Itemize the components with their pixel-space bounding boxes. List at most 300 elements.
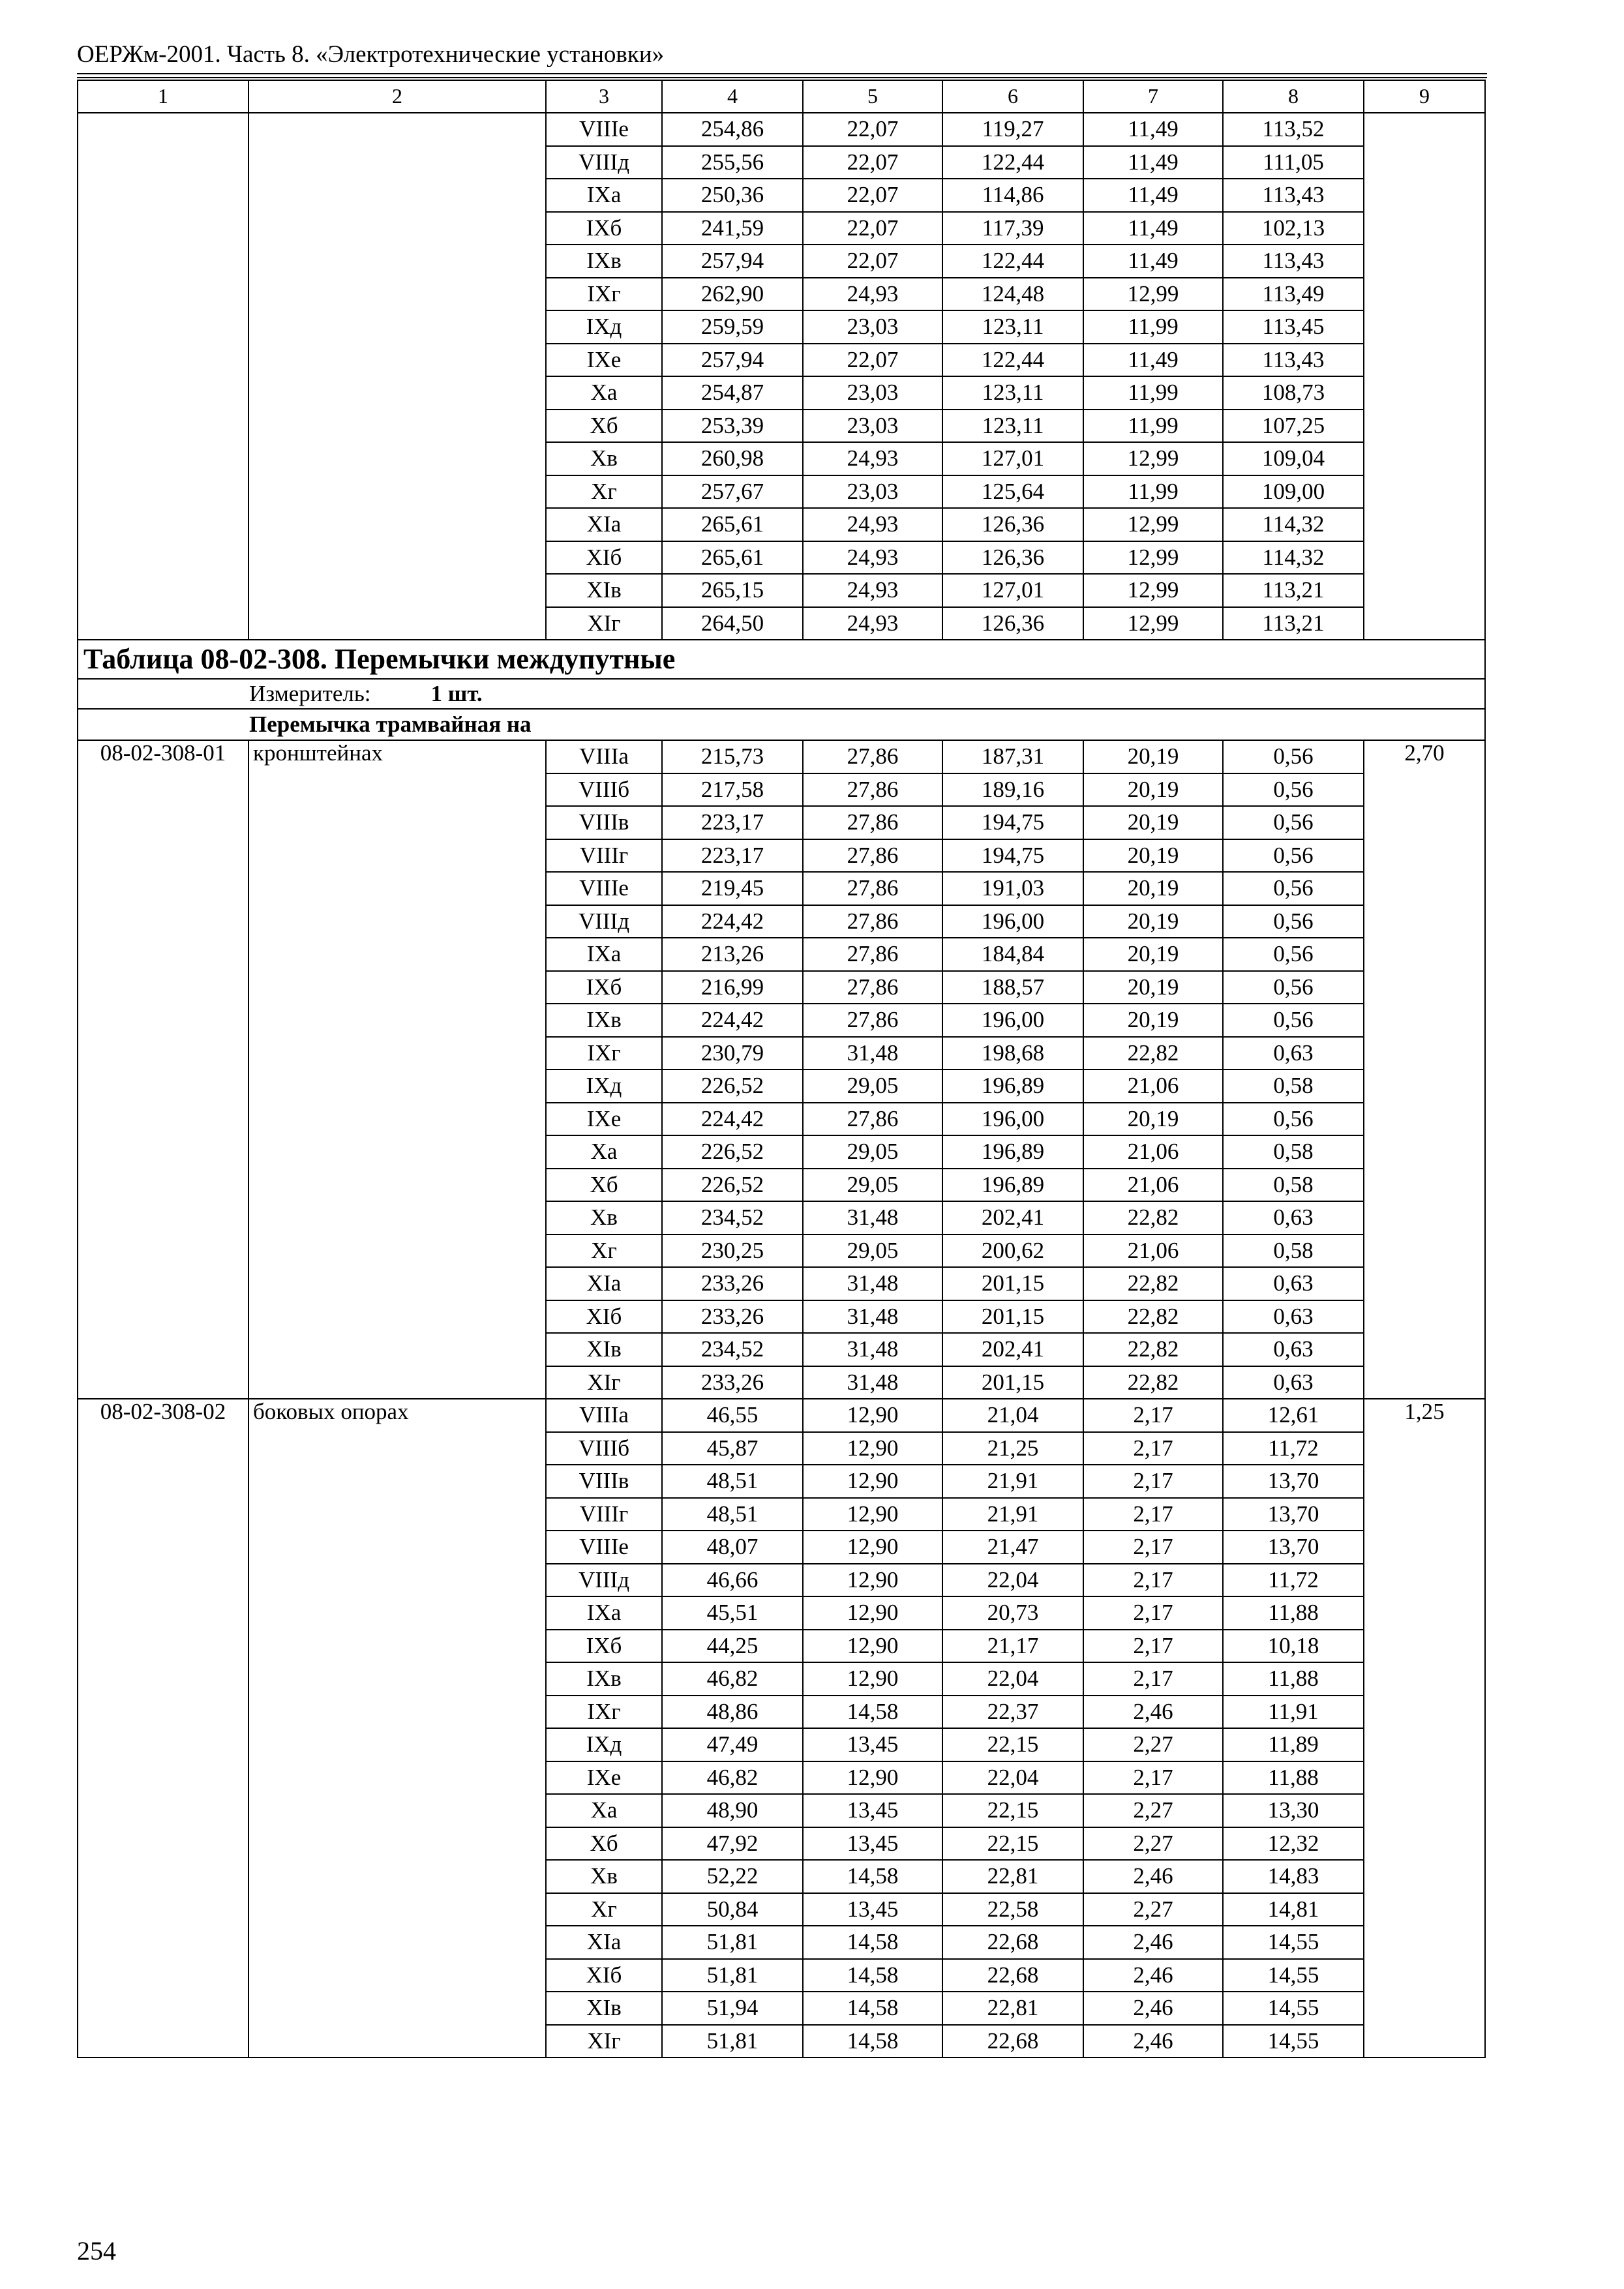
page-header: ОЕРЖм-2001. Часть 8. «Электротехнические установки» <box>77 41 665 68</box>
machine-cost-cell: 194,75 <box>942 839 1083 873</box>
table-title-row <box>78 640 1485 679</box>
machine-cost-cell: 21,91 <box>942 1465 1083 1498</box>
material-cost-cell: 114,32 <box>1223 541 1364 575</box>
wage-cell: 14,58 <box>803 1860 942 1893</box>
material-cost-cell: 108,73 <box>1223 376 1364 410</box>
subheading-text: Перемычка трамвайная на <box>249 711 532 737</box>
column-number-5: 5 <box>803 80 942 113</box>
material-cost-cell: 113,43 <box>1223 179 1364 212</box>
operator-wage-cell: 20,19 <box>1083 938 1223 971</box>
material-cost-cell: 13,30 <box>1223 1794 1364 1827</box>
material-cost-cell: 0,63 <box>1223 1201 1364 1234</box>
total-cost-cell: 47,92 <box>662 1827 803 1861</box>
total-cost-cell: 255,56 <box>662 146 803 179</box>
resource-code-cell: IXд <box>546 1728 662 1761</box>
material-cost-cell: 12,61 <box>1223 1399 1364 1432</box>
machine-cost-cell: 188,57 <box>942 971 1083 1004</box>
wage-cell: 14,58 <box>803 1959 942 1992</box>
wage-cell: 12,90 <box>803 1596 942 1630</box>
header-rule-double <box>77 77 1487 78</box>
total-cost-cell: 224,42 <box>662 1004 803 1037</box>
resource-code-cell: IXг <box>546 278 662 311</box>
operator-wage-cell: 2,17 <box>1083 1531 1223 1564</box>
machine-cost-cell: 114,86 <box>942 179 1083 212</box>
machine-cost-cell: 122,44 <box>942 245 1083 278</box>
operator-wage-cell: 20,19 <box>1083 740 1223 773</box>
machine-cost-cell: 196,89 <box>942 1070 1083 1103</box>
machine-cost-cell: 126,36 <box>942 541 1083 575</box>
resource-code-cell: VIIIе <box>546 872 662 905</box>
total-cost-cell: 51,81 <box>662 1926 803 1959</box>
machine-cost-cell: 196,00 <box>942 1103 1083 1136</box>
total-cost-cell: 50,84 <box>662 1893 803 1926</box>
machine-cost-cell: 22,68 <box>942 1926 1083 1959</box>
operator-wage-cell: 11,99 <box>1083 475 1223 509</box>
machine-cost-cell: 119,27 <box>942 113 1083 146</box>
wage-cell: 27,86 <box>803 872 942 905</box>
material-cost-cell: 11,89 <box>1223 1728 1364 1761</box>
resource-code-cell: Xв <box>546 442 662 475</box>
measure-cell <box>78 679 1485 709</box>
operator-wage-cell: 22,82 <box>1083 1037 1223 1070</box>
material-cost-cell: 0,56 <box>1223 1004 1364 1037</box>
wage-cell: 24,93 <box>803 574 942 607</box>
material-cost-cell: 109,04 <box>1223 442 1364 475</box>
resource-code-cell: IXд <box>546 310 662 344</box>
item-code-cell: 08-02-308-01 <box>78 740 248 1399</box>
total-cost-cell: 254,87 <box>662 376 803 410</box>
subheading-cell <box>78 709 1485 740</box>
material-cost-cell: 111,05 <box>1223 146 1364 179</box>
wage-cell: 23,03 <box>803 410 942 443</box>
material-cost-cell: 0,56 <box>1223 740 1364 773</box>
total-cost-cell: 45,87 <box>662 1432 803 1465</box>
total-cost-cell: 230,25 <box>662 1234 803 1268</box>
total-cost-cell: 215,73 <box>662 740 803 773</box>
resource-code-cell: Xв <box>546 1860 662 1893</box>
wage-cell: 27,86 <box>803 740 942 773</box>
material-cost-cell: 11,88 <box>1223 1596 1364 1630</box>
material-cost-cell: 14,81 <box>1223 1893 1364 1926</box>
resource-code-cell: XIв <box>546 1333 662 1366</box>
operator-wage-cell: 20,19 <box>1083 971 1223 1004</box>
machine-cost-cell: 22,15 <box>942 1794 1083 1827</box>
machine-cost-cell: 22,15 <box>942 1728 1083 1761</box>
resource-code-cell: VIIIд <box>546 905 662 938</box>
resource-code-cell: XIг <box>546 1366 662 1399</box>
resource-code-cell: IXе <box>546 1761 662 1795</box>
machine-cost-cell: 127,01 <box>942 442 1083 475</box>
resource-code-cell: Xг <box>546 1234 662 1268</box>
total-cost-cell: 233,26 <box>662 1366 803 1399</box>
material-cost-cell: 0,56 <box>1223 971 1364 1004</box>
operator-wage-cell: 2,46 <box>1083 1696 1223 1729</box>
wage-cell: 24,93 <box>803 508 942 541</box>
machine-cost-cell: 123,11 <box>942 410 1083 443</box>
operator-wage-cell: 2,46 <box>1083 1926 1223 1959</box>
total-cost-cell: 217,58 <box>662 773 803 807</box>
machine-cost-cell: 22,68 <box>942 2025 1083 2058</box>
total-cost-cell: 219,45 <box>662 872 803 905</box>
total-cost-cell: 223,17 <box>662 839 803 873</box>
resource-code-cell: XIв <box>546 574 662 607</box>
material-cost-cell: 102,13 <box>1223 212 1364 245</box>
wage-cell: 27,86 <box>803 938 942 971</box>
resource-code-cell: Xв <box>546 1201 662 1234</box>
operator-wage-cell: 2,17 <box>1083 1432 1223 1465</box>
resource-code-cell: IXг <box>546 1696 662 1729</box>
resource-code-cell: Xа <box>546 376 662 410</box>
resource-code-cell: XIб <box>546 541 662 575</box>
material-cost-cell: 113,45 <box>1223 310 1364 344</box>
resource-code-cell: Xг <box>546 475 662 509</box>
machine-cost-cell: 196,89 <box>942 1169 1083 1202</box>
wage-cell: 27,86 <box>803 806 942 839</box>
resource-code-cell: XIг <box>546 607 662 640</box>
resource-code-cell: Xб <box>546 1827 662 1861</box>
wage-cell: 27,86 <box>803 971 942 1004</box>
resource-code-cell: Xа <box>546 1135 662 1169</box>
resource-code-cell: VIIIа <box>546 740 662 773</box>
operator-wage-cell: 2,46 <box>1083 1860 1223 1893</box>
operator-wage-cell: 21,06 <box>1083 1169 1223 1202</box>
wage-cell: 24,93 <box>803 442 942 475</box>
item-name-cell: кронштейнах <box>248 740 546 1399</box>
resource-code-cell: IXд <box>546 1070 662 1103</box>
operator-wage-cell: 2,17 <box>1083 1662 1223 1696</box>
material-cost-cell: 113,21 <box>1223 574 1364 607</box>
total-cost-cell: 48,51 <box>662 1465 803 1498</box>
machine-cost-cell: 117,39 <box>942 212 1083 245</box>
machine-cost-cell: 202,41 <box>942 1201 1083 1234</box>
total-cost-cell: 51,94 <box>662 1992 803 2025</box>
machine-cost-cell: 21,17 <box>942 1630 1083 1663</box>
material-cost-cell: 10,18 <box>1223 1630 1364 1663</box>
operator-wage-cell: 2,17 <box>1083 1498 1223 1531</box>
wage-cell: 31,48 <box>803 1201 942 1234</box>
wage-cell: 13,45 <box>803 1794 942 1827</box>
table-row <box>78 113 1485 146</box>
total-cost-cell: 52,22 <box>662 1860 803 1893</box>
wage-cell: 27,86 <box>803 905 942 938</box>
machine-cost-cell: 202,41 <box>942 1333 1083 1366</box>
resource-code-cell: IXе <box>546 344 662 377</box>
table-row <box>78 1399 1485 1432</box>
total-cost-cell: 250,36 <box>662 179 803 212</box>
wage-cell: 14,58 <box>803 1696 942 1729</box>
material-cost-cell: 113,49 <box>1223 278 1364 311</box>
machine-cost-cell: 127,01 <box>942 574 1083 607</box>
machine-cost-cell: 196,89 <box>942 1135 1083 1169</box>
resource-code-cell: IXа <box>546 1596 662 1630</box>
operator-wage-cell: 2,17 <box>1083 1596 1223 1630</box>
name-cell <box>248 113 546 640</box>
operator-wage-cell: 20,19 <box>1083 872 1223 905</box>
code-cell <box>78 113 248 640</box>
operator-wage-cell: 11,49 <box>1083 113 1223 146</box>
total-cost-cell: 47,49 <box>662 1728 803 1761</box>
material-cost-cell: 14,55 <box>1223 1959 1364 1992</box>
subheading-row <box>78 709 1485 740</box>
machine-cost-cell: 122,44 <box>942 344 1083 377</box>
wage-cell: 29,05 <box>803 1070 942 1103</box>
wage-cell: 22,07 <box>803 146 942 179</box>
wage-cell: 27,86 <box>803 773 942 807</box>
total-cost-cell: 234,52 <box>662 1333 803 1366</box>
material-cost-cell: 0,63 <box>1223 1037 1364 1070</box>
total-cost-cell: 224,42 <box>662 905 803 938</box>
resource-code-cell: VIIIг <box>546 839 662 873</box>
operator-wage-cell: 22,82 <box>1083 1366 1223 1399</box>
column-number-9: 9 <box>1364 80 1485 113</box>
total-cost-cell: 46,66 <box>662 1564 803 1597</box>
wage-cell: 22,07 <box>803 212 942 245</box>
material-cost-cell: 0,56 <box>1223 806 1364 839</box>
total-cost-cell: 51,81 <box>662 2025 803 2058</box>
total-cost-cell: 259,59 <box>662 310 803 344</box>
material-cost-cell: 0,56 <box>1223 938 1364 971</box>
wage-cell: 27,86 <box>803 1004 942 1037</box>
operator-wage-cell: 11,49 <box>1083 146 1223 179</box>
wage-cell: 12,90 <box>803 1432 942 1465</box>
machine-cost-cell: 21,47 <box>942 1531 1083 1564</box>
machine-cost-cell: 194,75 <box>942 806 1083 839</box>
machine-cost-cell: 191,03 <box>942 872 1083 905</box>
wage-cell: 12,90 <box>803 1564 942 1597</box>
resource-code-cell: IXб <box>546 971 662 1004</box>
resource-code-cell: Xа <box>546 1794 662 1827</box>
machine-cost-cell: 22,04 <box>942 1564 1083 1597</box>
material-cost-cell: 0,56 <box>1223 773 1364 807</box>
wage-cell: 12,90 <box>803 1531 942 1564</box>
wage-cell: 27,86 <box>803 839 942 873</box>
machine-cost-cell: 22,37 <box>942 1696 1083 1729</box>
resource-code-cell: VIIIе <box>546 1531 662 1564</box>
machine-cost-cell: 21,91 <box>942 1498 1083 1531</box>
total-cost-cell: 224,42 <box>662 1103 803 1136</box>
total-cost-cell: 257,94 <box>662 245 803 278</box>
operator-wage-cell: 11,49 <box>1083 245 1223 278</box>
wage-cell: 24,93 <box>803 278 942 311</box>
total-cost-cell: 48,51 <box>662 1498 803 1531</box>
machine-cost-cell: 20,73 <box>942 1596 1083 1630</box>
total-cost-cell: 46,82 <box>662 1761 803 1795</box>
material-cost-cell: 0,56 <box>1223 839 1364 873</box>
wage-cell: 22,07 <box>803 113 942 146</box>
machine-cost-cell: 125,64 <box>942 475 1083 509</box>
material-cost-cell: 0,63 <box>1223 1366 1364 1399</box>
resource-code-cell: Xб <box>546 1169 662 1202</box>
material-cost-cell: 0,63 <box>1223 1333 1364 1366</box>
resource-code-cell: IXв <box>546 245 662 278</box>
operator-wage-cell: 11,49 <box>1083 179 1223 212</box>
machine-cost-cell: 184,84 <box>942 938 1083 971</box>
resource-code-cell: VIIIв <box>546 1465 662 1498</box>
material-cost-cell: 11,72 <box>1223 1432 1364 1465</box>
wage-cell: 31,48 <box>803 1333 942 1366</box>
operator-wage-cell: 12,99 <box>1083 574 1223 607</box>
machine-cost-cell: 201,15 <box>942 1300 1083 1334</box>
total-cost-cell: 257,94 <box>662 344 803 377</box>
resource-code-cell: VIIIб <box>546 1432 662 1465</box>
operator-wage-cell: 2,17 <box>1083 1399 1223 1432</box>
total-cost-cell: 257,67 <box>662 475 803 509</box>
resource-code-cell: VIIIв <box>546 806 662 839</box>
material-cost-cell: 114,32 <box>1223 508 1364 541</box>
operator-wage-cell: 22,82 <box>1083 1201 1223 1234</box>
wage-cell: 14,58 <box>803 1992 942 2025</box>
operator-wage-cell: 12,99 <box>1083 541 1223 575</box>
total-cost-cell: 46,55 <box>662 1399 803 1432</box>
machine-cost-cell: 196,00 <box>942 905 1083 938</box>
material-cost-cell: 113,52 <box>1223 113 1364 146</box>
resource-code-cell: VIIIе <box>546 113 662 146</box>
resource-code-cell: IXв <box>546 1662 662 1696</box>
machine-cost-cell: 21,04 <box>942 1399 1083 1432</box>
operator-wage-cell: 11,49 <box>1083 344 1223 377</box>
operator-wage-cell: 22,82 <box>1083 1333 1223 1366</box>
table-row <box>78 740 1485 773</box>
machine-cost-cell: 123,11 <box>942 310 1083 344</box>
operator-wage-cell: 2,27 <box>1083 1794 1223 1827</box>
machine-cost-cell: 189,16 <box>942 773 1083 807</box>
total-cost-cell: 44,25 <box>662 1630 803 1663</box>
wage-cell: 23,03 <box>803 475 942 509</box>
measure-value: 1 шт. <box>430 680 483 706</box>
operator-wage-cell: 2,27 <box>1083 1728 1223 1761</box>
total-cost-cell: 233,26 <box>662 1267 803 1300</box>
material-cost-cell: 0,58 <box>1223 1135 1364 1169</box>
machine-cost-cell: 126,36 <box>942 607 1083 640</box>
wage-cell: 22,07 <box>803 179 942 212</box>
operator-wage-cell: 2,46 <box>1083 2025 1223 2058</box>
total-cost-cell: 45,51 <box>662 1596 803 1630</box>
wage-cell: 12,90 <box>803 1662 942 1696</box>
resource-code-cell: IXа <box>546 938 662 971</box>
column-number-3: 3 <box>546 80 662 113</box>
total-cost-cell: 226,52 <box>662 1169 803 1202</box>
table-title: Таблица 08-02-308. Перемычки междупутные <box>78 640 1485 679</box>
machine-cost-cell: 196,00 <box>942 1004 1083 1037</box>
machine-cost-cell: 22,15 <box>942 1827 1083 1861</box>
resource-code-cell: IXб <box>546 212 662 245</box>
operator-wage-cell: 11,99 <box>1083 376 1223 410</box>
wage-cell: 29,05 <box>803 1234 942 1268</box>
material-cost-cell: 0,63 <box>1223 1300 1364 1334</box>
column-number-2: 2 <box>248 80 546 113</box>
total-cost-cell: 226,52 <box>662 1135 803 1169</box>
operator-wage-cell: 12,99 <box>1083 508 1223 541</box>
material-cost-cell: 13,70 <box>1223 1498 1364 1531</box>
item-name-cell: боковых опорах <box>248 1399 546 2057</box>
resource-code-cell: IXб <box>546 1630 662 1663</box>
material-cost-cell: 113,43 <box>1223 344 1364 377</box>
material-cost-cell: 0,56 <box>1223 1103 1364 1136</box>
operator-wage-cell: 2,17 <box>1083 1564 1223 1597</box>
resource-code-cell: XIа <box>546 1926 662 1959</box>
wage-cell: 23,03 <box>803 376 942 410</box>
material-cost-cell: 11,72 <box>1223 1564 1364 1597</box>
wage-cell: 12,90 <box>803 1761 942 1795</box>
total-cost-cell: 226,52 <box>662 1070 803 1103</box>
measure-row <box>78 679 1485 709</box>
operator-wage-cell: 20,19 <box>1083 1004 1223 1037</box>
machine-cost-cell: 22,81 <box>942 1860 1083 1893</box>
wage-cell: 31,48 <box>803 1037 942 1070</box>
operator-wage-cell: 12,99 <box>1083 278 1223 311</box>
resource-code-cell: IXг <box>546 1037 662 1070</box>
machine-cost-cell: 201,15 <box>942 1366 1083 1399</box>
total-cost-cell: 223,17 <box>662 806 803 839</box>
total-cost-cell: 233,26 <box>662 1300 803 1334</box>
total-cost-cell: 254,86 <box>662 113 803 146</box>
material-cost-cell: 14,55 <box>1223 2025 1364 2058</box>
machine-cost-cell: 200,62 <box>942 1234 1083 1268</box>
wage-cell: 24,93 <box>803 541 942 575</box>
wage-cell: 31,48 <box>803 1267 942 1300</box>
total-cost-cell: 213,26 <box>662 938 803 971</box>
wage-cell: 12,90 <box>803 1399 942 1432</box>
operator-wage-cell: 20,19 <box>1083 1103 1223 1136</box>
machine-cost-cell: 198,68 <box>942 1037 1083 1070</box>
machine-cost-cell: 22,58 <box>942 1893 1083 1926</box>
resource-code-cell: VIIIг <box>546 1498 662 1531</box>
material-cost-cell: 11,88 <box>1223 1662 1364 1696</box>
total-cost-cell: 216,99 <box>662 971 803 1004</box>
total-cost-cell: 262,90 <box>662 278 803 311</box>
operator-wage-cell: 2,46 <box>1083 1992 1223 2025</box>
operator-wage-cell: 21,06 <box>1083 1135 1223 1169</box>
machine-cost-cell: 187,31 <box>942 740 1083 773</box>
column-number-4: 4 <box>662 80 803 113</box>
operator-wage-cell: 11,99 <box>1083 410 1223 443</box>
header-rule <box>77 73 1487 74</box>
total-cost-cell: 260,98 <box>662 442 803 475</box>
operator-wage-cell: 21,06 <box>1083 1234 1223 1268</box>
material-cost-cell: 107,25 <box>1223 410 1364 443</box>
operator-wage-cell: 2,17 <box>1083 1465 1223 1498</box>
material-cost-cell: 0,63 <box>1223 1267 1364 1300</box>
material-cost-cell: 0,58 <box>1223 1234 1364 1268</box>
machine-cost-cell: 22,68 <box>942 1959 1083 1992</box>
operator-wage-cell: 20,19 <box>1083 839 1223 873</box>
wage-cell: 14,58 <box>803 1926 942 1959</box>
total-cost-cell: 265,15 <box>662 574 803 607</box>
wage-cell: 29,05 <box>803 1169 942 1202</box>
operator-wage-cell: 20,19 <box>1083 773 1223 807</box>
material-cost-cell: 113,21 <box>1223 607 1364 640</box>
wage-cell: 12,90 <box>803 1630 942 1663</box>
machine-cost-cell: 122,44 <box>942 146 1083 179</box>
measure-label: Измеритель: <box>249 680 371 706</box>
material-cost-cell: 12,32 <box>1223 1827 1364 1861</box>
resource-code-cell: VIIIб <box>546 773 662 807</box>
total-cost-cell: 48,90 <box>662 1794 803 1827</box>
operator-wage-cell: 12,99 <box>1083 607 1223 640</box>
material-cost-cell: 0,58 <box>1223 1070 1364 1103</box>
operator-wage-cell: 2,27 <box>1083 1827 1223 1861</box>
column-number-1: 1 <box>78 80 248 113</box>
operator-wage-cell: 2,46 <box>1083 1959 1223 1992</box>
wage-cell: 14,58 <box>803 2025 942 2058</box>
material-cost-cell: 14,55 <box>1223 1926 1364 1959</box>
operator-wage-cell: 2,27 <box>1083 1893 1223 1926</box>
operator-wage-cell: 22,82 <box>1083 1267 1223 1300</box>
machine-cost-cell: 123,11 <box>942 376 1083 410</box>
resource-code-cell: IXв <box>546 1004 662 1037</box>
wage-cell: 12,90 <box>803 1465 942 1498</box>
col9-cell: 2,70 <box>1364 740 1485 1399</box>
